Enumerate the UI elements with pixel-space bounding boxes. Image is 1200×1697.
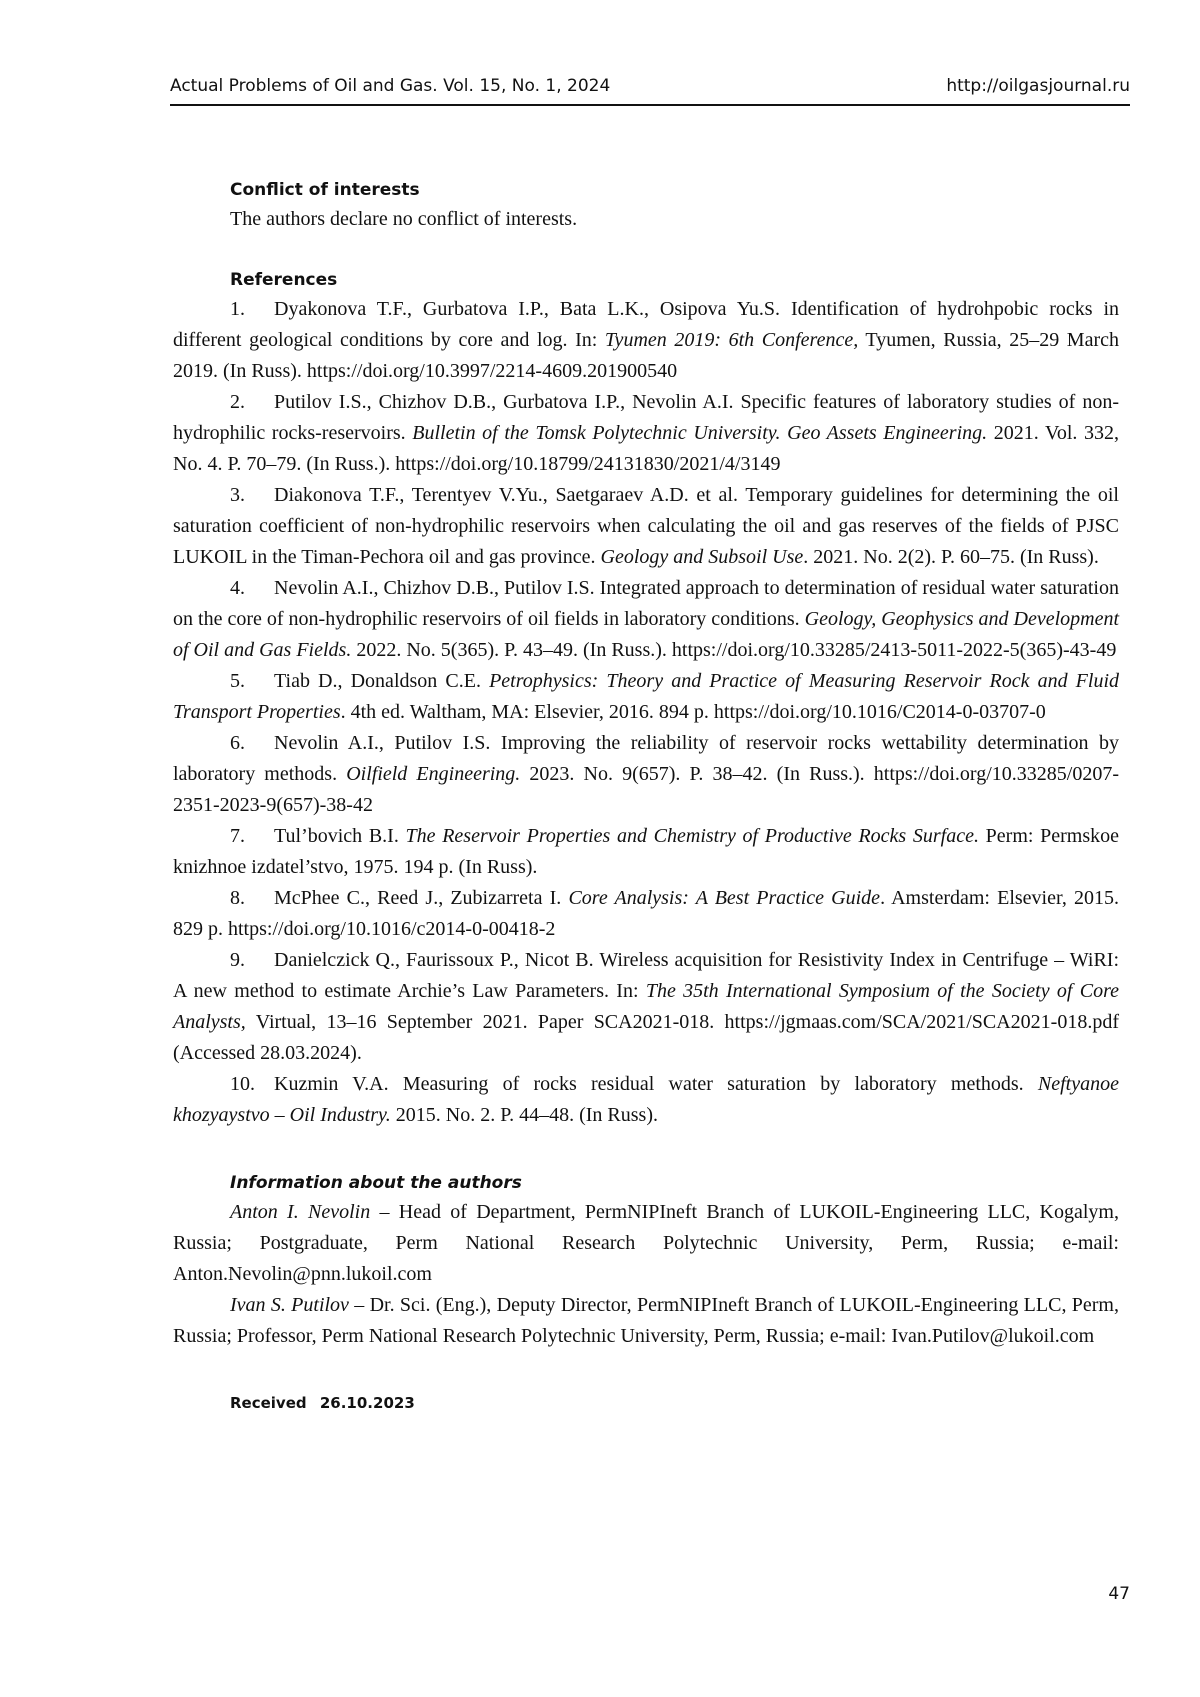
author-info <box>173 1197 1119 1290</box>
reference-item <box>173 294 1119 387</box>
reference-source-title: Geology, Geophysics and Development of Oil and Gas Fields. <box>173 608 1120 661</box>
reference-number: 7. <box>230 825 245 847</box>
reference-details: 2022. No. 5(365). P. 43–49. (In Russ.). https://doi.org/10.33285/2413-5011-2022-5(365)-43-49 <box>351 639 1117 661</box>
reference-number: 6. <box>230 732 245 754</box>
reference-item <box>173 480 1119 573</box>
reference-item <box>173 728 1119 821</box>
references-heading: References <box>230 270 338 290</box>
reference-details: Virtual, 13–16 September 2021. Paper SCA2021-018. https://jgmaas.com/SCA/2021/SCA2021-018.pdf (Accessed 28.03.2024). <box>173 1011 1119 1064</box>
reference-number: 10. <box>230 1073 255 1095</box>
received-label: Received <box>230 1394 307 1412</box>
reference-details: . Amsterdam: Elsevier, 2015. 829 p. https://doi.org/10.1016/c2014-0-00418-2 <box>173 887 1119 940</box>
reference-number: 8. <box>230 887 245 909</box>
references-list <box>173 294 1119 1131</box>
author-name: Anton I. Nevolin <box>230 1201 371 1223</box>
reference-number: 3. <box>230 484 245 506</box>
authors-heading: Information about the authors <box>230 1173 522 1193</box>
reference-item <box>173 666 1119 728</box>
reference-details: 2023. No. 9(657). P. 38–42. (In Russ.). https://doi.org/10.33285/0207-2351-2023-9(657)-38-42 <box>173 763 1119 816</box>
reference-source-title: Neftyanoe khozyaystvo – Oil Industry. <box>173 1073 1119 1126</box>
reference-details: 2021. Vol. 332, No. 4. P. 70–79. (In Russ.). https://doi.org/10.18799/24131830/2021/4/3149 <box>173 422 1120 475</box>
reference-text: Danielczick Q., Faurissoux P., Nicot B. Wireless acquisition for Resistivity Index in Centrifuge – WiRI: A new method to estimate Archie’s Law Parameters. In: <box>173 949 1119 1002</box>
reference-text: Dyakonova T.F., Gurbatova I.P., Bata L.K., Osipova Yu.S. Identification of hydrohpobic rocks in different geological conditions by core and log. In: <box>173 298 1119 351</box>
reference-item <box>173 883 1119 945</box>
reference-details: Perm: Permskoe knizhnoe izdatel’stvo, 1975. 194 p. (In Russ). <box>173 825 1119 878</box>
conflict-text: The authors declare no conflict of interests. <box>230 208 578 230</box>
reference-source-title: Geology and Subsoil Use <box>600 546 804 568</box>
author-details: – Dr. Sci. (Eng.), Deputy Director, PermNIPIneft Branch of LUKOIL-Engineering LLC, Perm, Russia; Professor, Perm National Research Polytechnic University, Perm, Russia; e-mail: Ivan.Putilov@lukoil.com <box>173 1294 1119 1347</box>
reference-text: Nevolin A.I., Putilov I.S. Improving the reliability of reservoir rocks wettability determination by laboratory methods. <box>173 732 1119 785</box>
reference-source-title: Core Analysis: A Best Practice Guide <box>568 887 881 909</box>
author-name: Ivan S. Putilov <box>230 1294 349 1316</box>
reference-source-title: Bulletin of the Tomsk Polytechnic University. Geo Assets Engineering. <box>412 422 988 444</box>
received-line <box>173 1390 1119 1416</box>
reference-item <box>173 945 1119 1069</box>
page-number: 47 <box>1108 1584 1130 1604</box>
reference-source-title: The Reservoir Properties and Chemistry of Productive Rocks Surface. <box>405 825 979 847</box>
reference-item <box>173 573 1119 666</box>
reference-text: Tul’bovich B.I. <box>274 825 406 847</box>
reference-number: 1. <box>230 298 245 320</box>
reference-number: 5. <box>230 670 245 692</box>
reference-details: Tyumen, Russia, 25–29 March 2019. (In Russ). https://doi.org/10.3997/2214-4609.201900540 <box>173 329 1119 382</box>
reference-details: . 4th ed. Waltham, MA: Elsevier, 2016. 894 p. https://doi.org/10.1016/C2014-0-03707-0 <box>340 701 1046 723</box>
reference-details: . 2021. No. 2(2). P. 60–75. (In Russ). <box>803 546 1099 568</box>
conflict-heading: Conflict of interests <box>230 180 420 200</box>
reference-source-title: The 35th International Symposium of the Society of Core Analysts, <box>173 980 1119 1033</box>
reference-number: 9. <box>230 949 245 971</box>
running-header <box>170 72 1130 106</box>
article-content <box>173 176 1119 1416</box>
reference-number: 2. <box>230 391 245 413</box>
author-info <box>173 1290 1119 1352</box>
reference-text: Kuzmin V.A. Measuring of rocks residual water saturation by laboratory methods. <box>274 1073 1038 1095</box>
reference-item <box>173 1069 1119 1131</box>
reference-text: Tiab D., Donaldson C.E. <box>274 670 490 692</box>
reference-source-title: Oilfield Engineering. <box>346 763 521 785</box>
reference-text: Diakonova T.F., Terentyev V.Yu., Saetgaraev A.D. et al. Temporary guidelines for determining the oil saturation coefficient of non-hydrophilic reservoirs when calculating the oil and gas reserves of the fields of PJSC LUKOIL in the Timan-Pechora oil and gas province. <box>173 484 1119 568</box>
reference-item <box>173 821 1119 883</box>
received-date: 26.10.2023 <box>319 1394 415 1412</box>
journal-url[interactable]: http://oilgasjournal.ru <box>946 76 1130 96</box>
reference-item <box>173 387 1119 480</box>
reference-source-title: Tyumen 2019: 6th Conference, <box>604 329 859 351</box>
reference-details: 2015. No. 2. P. 44–48. (In Russ). <box>390 1104 658 1126</box>
reference-source-title: Petrophysics: Theory and Practice of Measuring Reservoir Rock and Fluid Transport Properties <box>173 670 1120 723</box>
authors-list <box>173 1197 1119 1352</box>
reference-text: Nevolin A.I., Chizhov D.B., Putilov I.S. Integrated approach to determination of residual water saturation on the core of non-hydrophilic reservoirs of oil fields in laboratory conditions. <box>173 577 1119 630</box>
author-details: – Head of Department, PermNIPIneft Branch of LUKOIL-Engineering LLC, Kogalym, Russia; Postgraduate, Perm National Research Polytechnic University, Perm, Russia; e-mail: Anton.Nevolin@pnn.lukoil.com <box>173 1201 1119 1285</box>
reference-number: 4. <box>230 577 245 599</box>
reference-text: McPhee C., Reed J., Zubizarreta I. <box>274 887 569 909</box>
reference-text: Putilov I.S., Chizhov D.B., Gurbatova I.P., Nevolin A.I. Specific features of laboratory studies of non-hydrophilic rocks-reservoirs. <box>173 391 1119 444</box>
journal-title: Actual Problems of Oil and Gas. Vol. 15, No. 1, 2024 <box>170 76 611 96</box>
